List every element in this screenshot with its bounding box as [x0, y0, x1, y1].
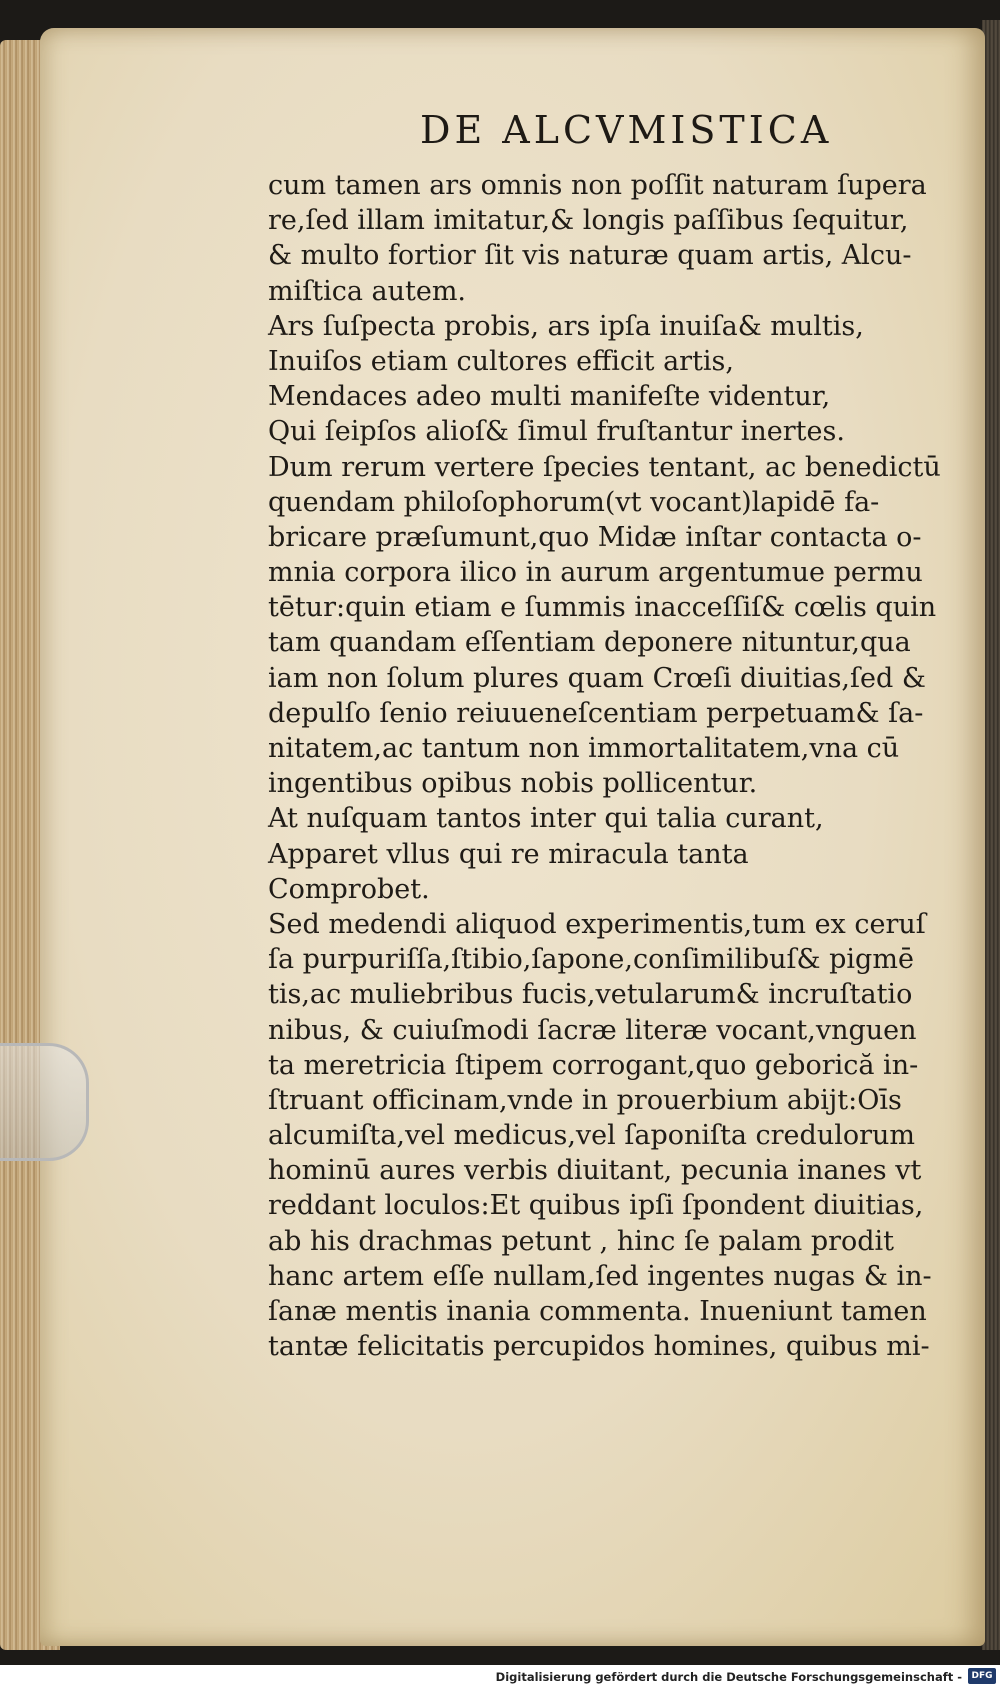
text-line: nitatem,ac tantum non immortalitatem,vna cū — [268, 733, 900, 764]
text-line: mnia corpora ilico in aurum argentumue permu — [268, 557, 923, 589]
text-line: alcumiſta,vel medicus,vel ſaponiſta credulorum — [268, 1120, 915, 1152]
text-line: tis,ac muliebribus fucis,vetularum& incruſtatio — [268, 979, 913, 1011]
text-line: Apparet vllus qui re miracula tanta — [268, 838, 749, 870]
text-line: ta meretricia ſtipem corrogant,quo geborică in- — [268, 1049, 919, 1081]
text-line: ſa purpuriſſa,ſtibio,ſapone,conſimilibuſ& pigmē — [268, 944, 914, 976]
text-line: Qui ſeipſos alioſ& ſimul fruſtantur inertes. — [268, 416, 845, 448]
text-line: bricare præſumunt,quo Midæ inſtar contacta o- — [268, 521, 922, 553]
text-line: cum tamen ars omnis non poſſit naturam ſupera — [268, 170, 927, 201]
text-line: ſtruant officinam,vnde in prouerbium abijt:Oīs — [268, 1084, 902, 1116]
text-line: Mendaces adeo multi manifeſte videntur, — [268, 381, 831, 413]
text-line: hominū aures verbis diuitant, pecunia inanes vt — [268, 1155, 922, 1187]
text-line: miſtica autem. — [268, 275, 467, 307]
text-line: Ars ſuſpecta probis, ars ipſa inuiſa& multis, — [268, 310, 864, 342]
body-text — [268, 168, 968, 1364]
text-line: ſanæ mentis inania commenta. Inueniunt tamen — [268, 1296, 927, 1327]
text-line: Dum rerum vertere ſpecies tentant, ac benedictū — [268, 451, 941, 483]
text-line: tētur:quin etiam e ſummis inacceſſiſ& cœlis quin — [268, 592, 937, 624]
text-line: ab his drachmas petunt , hinc ſe palam prodit — [268, 1225, 895, 1257]
funding-credit: Digitalisierung gefördert durch die Deutsche Forschungsgemeinschaft - — [495, 1670, 962, 1684]
text-line: At nuſquam tantos inter qui talia curant, — [268, 803, 824, 835]
dfg-logo-icon: DFG — [968, 1668, 996, 1684]
text-line: ingentibus opibus nobis pollicentur. — [268, 768, 758, 800]
text-line: tam quandam eſſentiam deponere nituntur,qua — [268, 627, 911, 659]
text-line: Comprobet. — [268, 873, 430, 905]
running-heading: DE ALCVMISTICA — [420, 108, 833, 152]
text-line: iam non ſolum plures quam Crœſi diuitias,ſed & — [268, 662, 926, 694]
text-line: re,ſed illam imitatur,& longis paſſibus ſequitur, — [268, 205, 909, 237]
text-line: quendam philoſophorum(vt vocant)lapidē fa- — [268, 486, 880, 518]
text-line: reddant loculos:Et quibus ipſi ſpondent diuitias, — [268, 1190, 924, 1222]
text-line: depulſo ſenio reiuueneſcentiam perpetuam& ſa- — [268, 697, 924, 729]
page-clip — [0, 1043, 89, 1161]
text-line: tantæ felicitatis percupidos homines, quibus mi- — [268, 1331, 930, 1363]
text-line: Inuiſos etiam cultores efficit artis, — [268, 345, 735, 377]
text-line: hanc artem eſſe nullam,ſed ingentes nugas & in- — [268, 1260, 932, 1292]
text-line: Sed medendi aliquod experimentis,tum ex ceruſ — [268, 908, 926, 940]
text-line: nibus, & cuiuſmodi ſacræ literæ vocant,vnguen — [268, 1014, 917, 1046]
text-line: & multo fortior ſit vis naturæ quam artis, Alcu- — [268, 240, 912, 272]
